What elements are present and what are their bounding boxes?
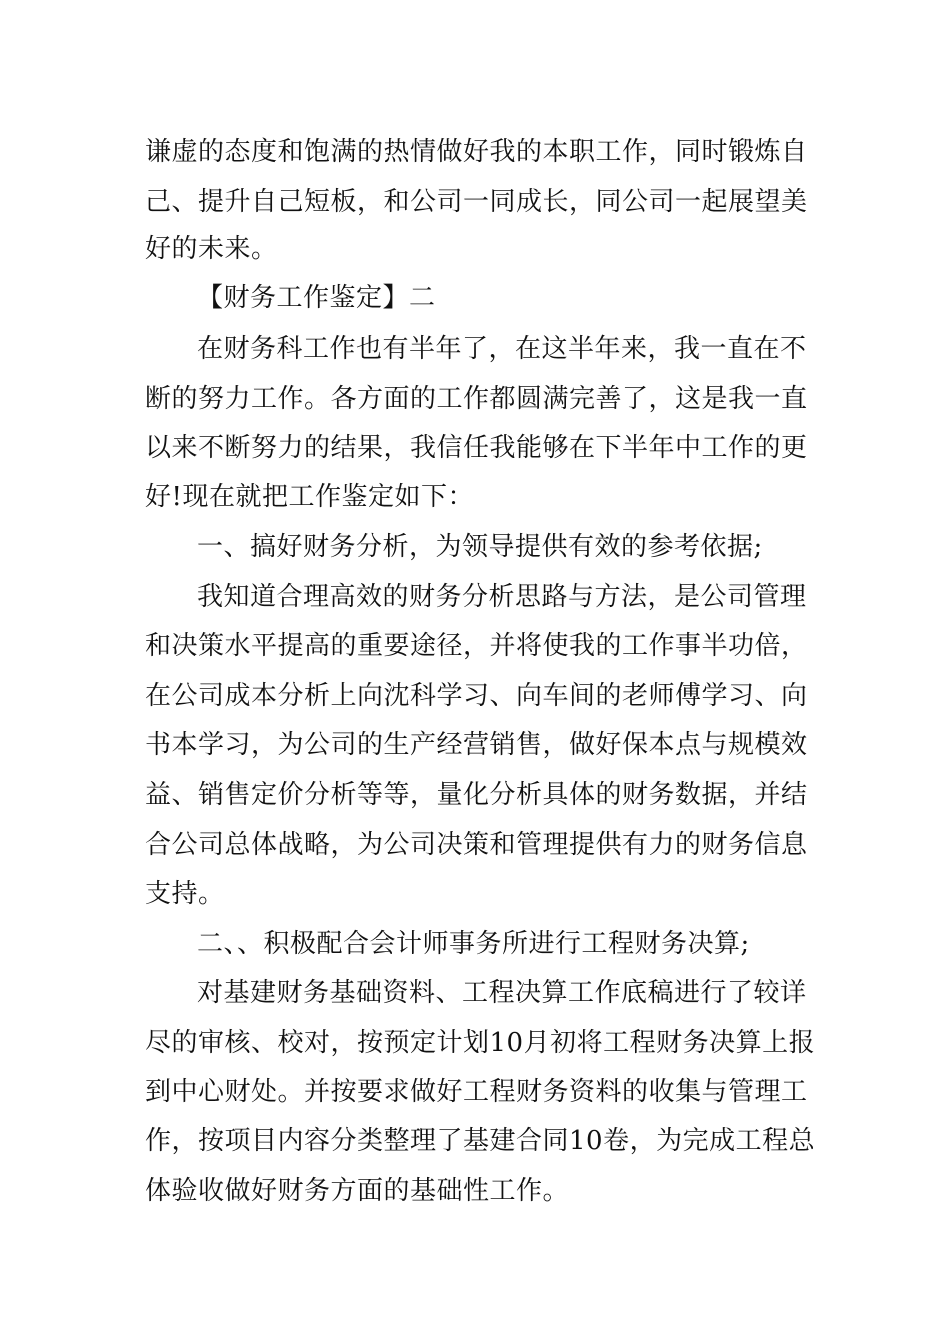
text-line: 谦虚的态度和饱满的热情做好我的本职工作，同时锻炼自 [145,137,808,167]
text-line: 好的未来。 [145,234,278,264]
subheading-line: 二、、积极配合会计师事务所进行工程财务决算; [197,929,750,959]
text-line: 和决策水平提高的重要途径，并将使我的工作事半功倍， [145,631,808,661]
text-line: 己、提升自己短板，和公司一同成长，同公司一起展望美 [145,187,808,217]
text-line: 对基建财务基础资料、工程决算工作底稿进行了较详 [197,978,807,1008]
text-line: 书本学习，为公司的生产经营销售，做好保本点与规模效 [145,730,808,760]
text-line: 我知道合理高效的财务分析思路与方法，是公司管理 [197,582,807,612]
text-line: 在公司成本分析上向沈科学习、向车间的老师傅学习、向 [145,681,808,711]
text-line: 作，按项目内容分类整理了基建合同10卷，为完成工程总 [145,1126,816,1156]
text-line: 在财务科工作也有半年了，在这半年来，我一直在不 [197,334,807,364]
text-line: 尽的审核、校对，按预定计划10月初将工程财务决算上报 [145,1028,816,1058]
text-line: 合公司总体战略，为公司决策和管理提供有力的财务信息 [145,830,808,860]
subheading-line: 一、搞好财务分析，为领导提供有效的参考依据; [197,532,763,562]
section-heading: 【财务工作鉴定】二 [197,283,436,313]
text-line: 益、销售定价分析等等，量化分析具体的财务数据，并结 [145,780,808,810]
text-line: 以来不断努力的结果，我信任我能够在下半年中工作的更 [145,433,808,463]
text-line: 断的努力工作。各方面的工作都圆满完善了，这是我一直 [145,384,808,414]
text-line: 到中心财处。并按要求做好工程财务资料的收集与管理工 [145,1077,808,1107]
text-line: 好!现在就把工作鉴定如下： [145,482,474,512]
text-line: 体验收做好财务方面的基础性工作。 [145,1176,570,1206]
text-line: 支持。 [145,879,225,909]
